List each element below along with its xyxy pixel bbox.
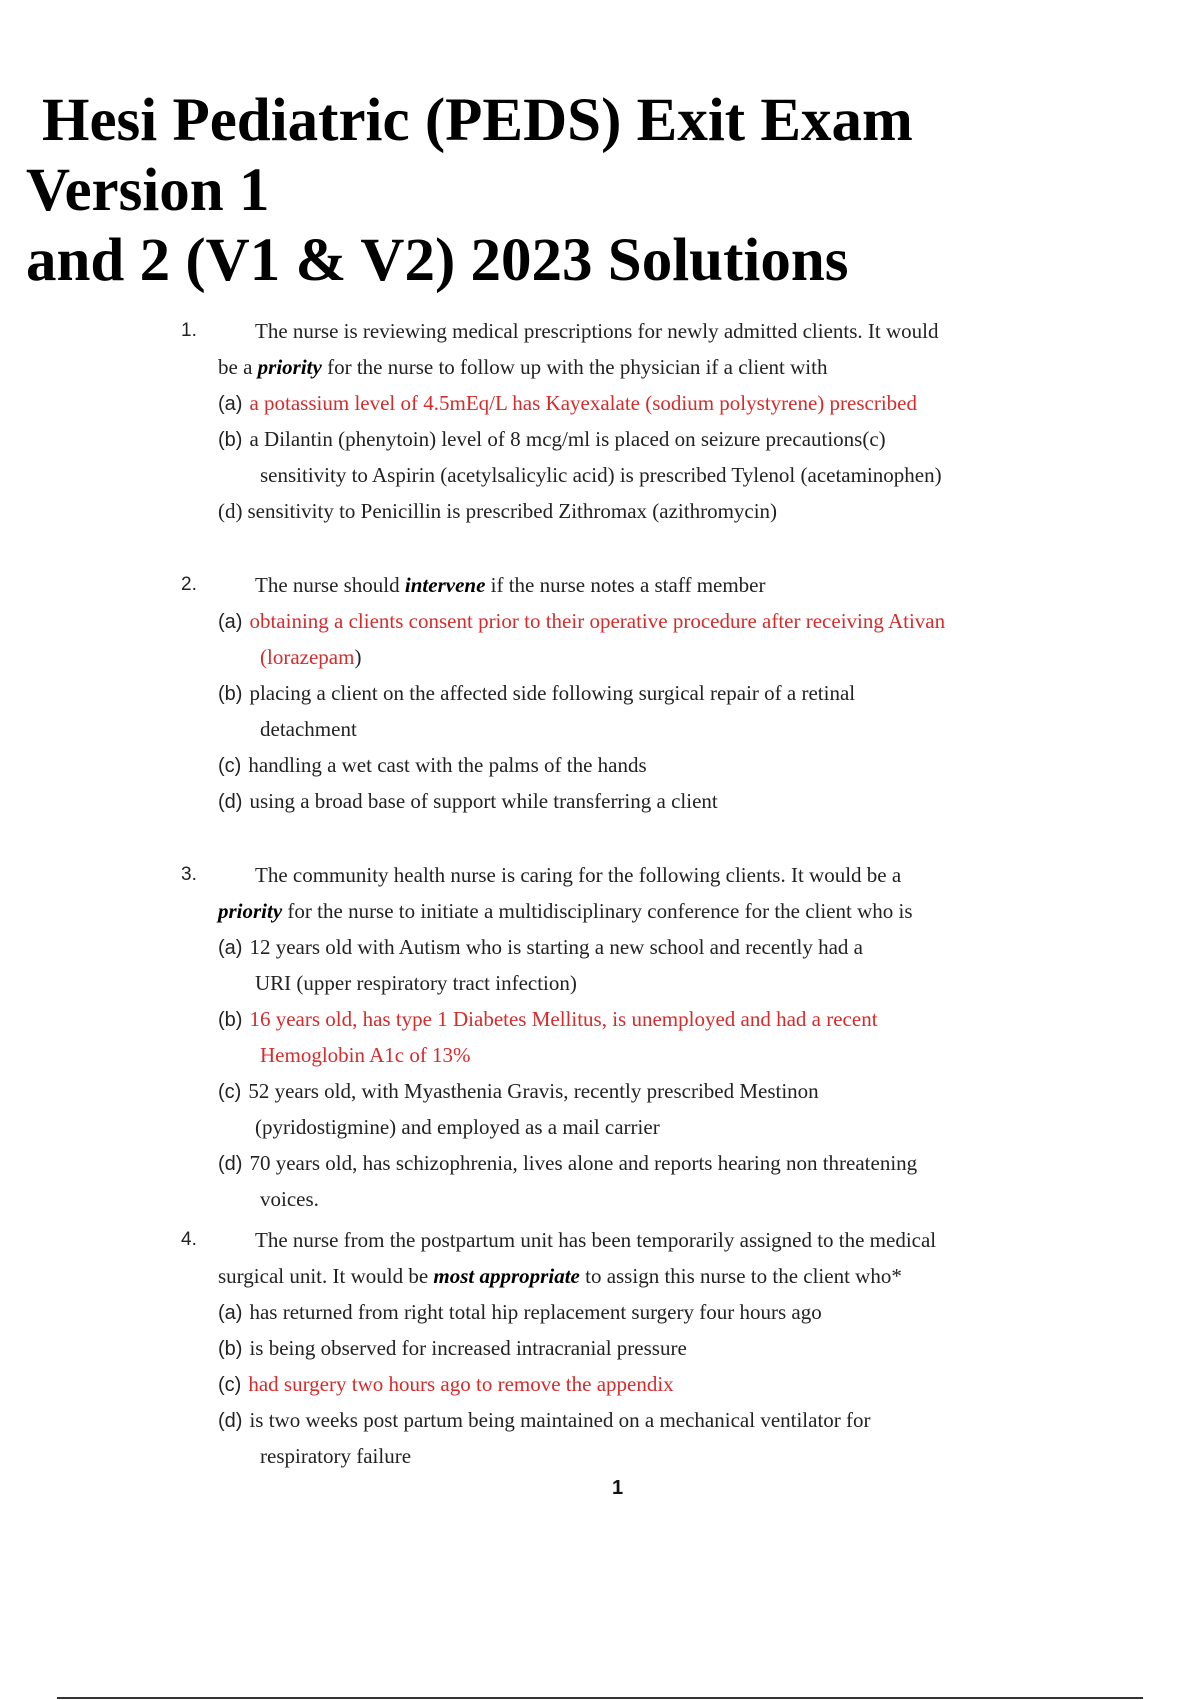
answer-option-a-correct bbox=[218, 606, 945, 636]
emphasis-keyword: most appropriate bbox=[433, 1264, 580, 1288]
option-letter: (c) bbox=[218, 755, 242, 777]
answer-option-d: (d) sensitivity to Penicillin is prescribed Zithromax (azithromycin) bbox=[218, 499, 778, 523]
question-stem-line: The nurse is reviewing medical prescriptions for newly admitted clients. It would bbox=[255, 319, 939, 343]
option-letter: (d) bbox=[218, 791, 243, 813]
question-number: 3. bbox=[181, 864, 197, 885]
question-stem-line: be a priority for the nurse to follow up with the physician if a client with bbox=[218, 355, 828, 379]
title-line-1: Hesi Pediatric (PEDS) Exit Exam bbox=[42, 87, 913, 154]
answer-option-d: (d) using a broad base of support while transferring a client bbox=[218, 789, 718, 813]
answer-option-d-continuation: voices. bbox=[260, 1187, 319, 1211]
answer-option-b-continuation: Hemoglobin A1c of 13% bbox=[260, 1043, 471, 1067]
answer-option-b-continuation: detachment bbox=[260, 717, 357, 741]
answer-option-a: (a) 12 years old with Autism who is starting a new school and recently had a bbox=[218, 935, 863, 959]
answer-option-b: (b) a Dilantin (phenytoin) level of 8 mcg/ml is placed on seizure precautions(c) bbox=[218, 427, 886, 451]
answer-option-b-correct bbox=[218, 1004, 878, 1034]
answer-option-c-continuation: (pyridostigmine) and employed as a mail carrier bbox=[255, 1115, 660, 1139]
option-letter: (a) bbox=[218, 611, 243, 633]
answer-option-a-continuation: URI (upper respiratory tract infection) bbox=[255, 971, 577, 995]
option-letter: (c) bbox=[218, 1081, 242, 1103]
emphasis-keyword: intervene bbox=[404, 573, 486, 597]
option-letter: (a) bbox=[218, 393, 243, 415]
title-line-3: and 2 (V1 & V2) 2023 Solutions bbox=[26, 227, 849, 294]
emphasis-keyword: priority bbox=[218, 899, 283, 923]
question-stem-line: The community health nurse is caring for the following clients. It would be a bbox=[255, 863, 902, 887]
option-letter: (b) bbox=[218, 1009, 243, 1031]
answer-option-c-continuation: sensitivity to Aspirin (acetylsalicylic acid) is prescribed Tylenol (acetaminophen) bbox=[260, 463, 942, 487]
option-letter: (c) bbox=[218, 1374, 242, 1396]
question-number: 4. bbox=[181, 1229, 197, 1250]
page-number: 1 bbox=[612, 1477, 624, 1499]
option-letter: (d) bbox=[218, 499, 243, 523]
answer-option-c: (c) 52 years old, with Myasthenia Gravis, recently prescribed Mestinon bbox=[218, 1079, 819, 1103]
option-letter: (d) bbox=[218, 1410, 243, 1432]
correct-answer-text: a potassium level of 4.5mEq/L has Kayexalate (sodium polystyrene) prescribed bbox=[249, 391, 917, 415]
option-letter: (b) bbox=[218, 683, 243, 705]
option-letter: (a) bbox=[218, 1302, 243, 1324]
answer-option-a-correct bbox=[218, 388, 917, 418]
answer-option-b: (b) placing a client on the affected side following surgical repair of a retinal bbox=[218, 681, 856, 705]
answer-option-b: (b) is being observed for increased intracranial pressure bbox=[218, 1336, 687, 1360]
answer-option-d-continuation: respiratory failure bbox=[260, 1444, 412, 1468]
question-stem-line: The nurse should intervene if the nurse notes a staff member bbox=[255, 573, 766, 597]
question-stem-line: The nurse from the postpartum unit has been temporarily assigned to the medical bbox=[255, 1228, 937, 1252]
answer-option-a: (a) has returned from right total hip replacement surgery four hours ago bbox=[218, 1300, 822, 1324]
emphasis-keyword: priority bbox=[257, 355, 322, 379]
correct-answer-text: 16 years old, has type 1 Diabetes Mellitus, is unemployed and had a recent bbox=[249, 1007, 878, 1031]
answer-option-c: (c) handling a wet cast with the palms of the hands bbox=[218, 753, 647, 777]
answer-option-a-continuation: (lorazepam) bbox=[260, 645, 362, 669]
question-stem-line: surgical unit. It would be most appropriate to assign this nurse to the client who* bbox=[218, 1264, 902, 1288]
answer-option-d: (d) is two weeks post partum being maintained on a mechanical ventilator for bbox=[218, 1408, 871, 1432]
correct-answer-text: had surgery two hours ago to remove the appendix bbox=[248, 1372, 674, 1396]
question-stem-line: priority for the nurse to initiate a multidisciplinary conference for the client who is bbox=[218, 899, 913, 923]
option-letter: (a) bbox=[218, 937, 243, 959]
page-divider bbox=[57, 1697, 1143, 1699]
option-letter: (d) bbox=[218, 1153, 243, 1175]
title-line-2: Version 1 bbox=[26, 157, 270, 224]
question-number: 2. bbox=[181, 574, 197, 595]
correct-answer-text: obtaining a clients consent prior to their operative procedure after receiving Ativan bbox=[249, 609, 946, 633]
answer-option-c-correct bbox=[218, 1369, 674, 1399]
answer-option-d: (d) 70 years old, has schizophrenia, lives alone and reports hearing non threatening bbox=[218, 1151, 918, 1175]
document-title bbox=[26, 86, 913, 296]
option-letter: (b) bbox=[218, 1338, 243, 1360]
question-number: 1. bbox=[181, 320, 197, 341]
option-letter: (b) bbox=[218, 429, 243, 451]
